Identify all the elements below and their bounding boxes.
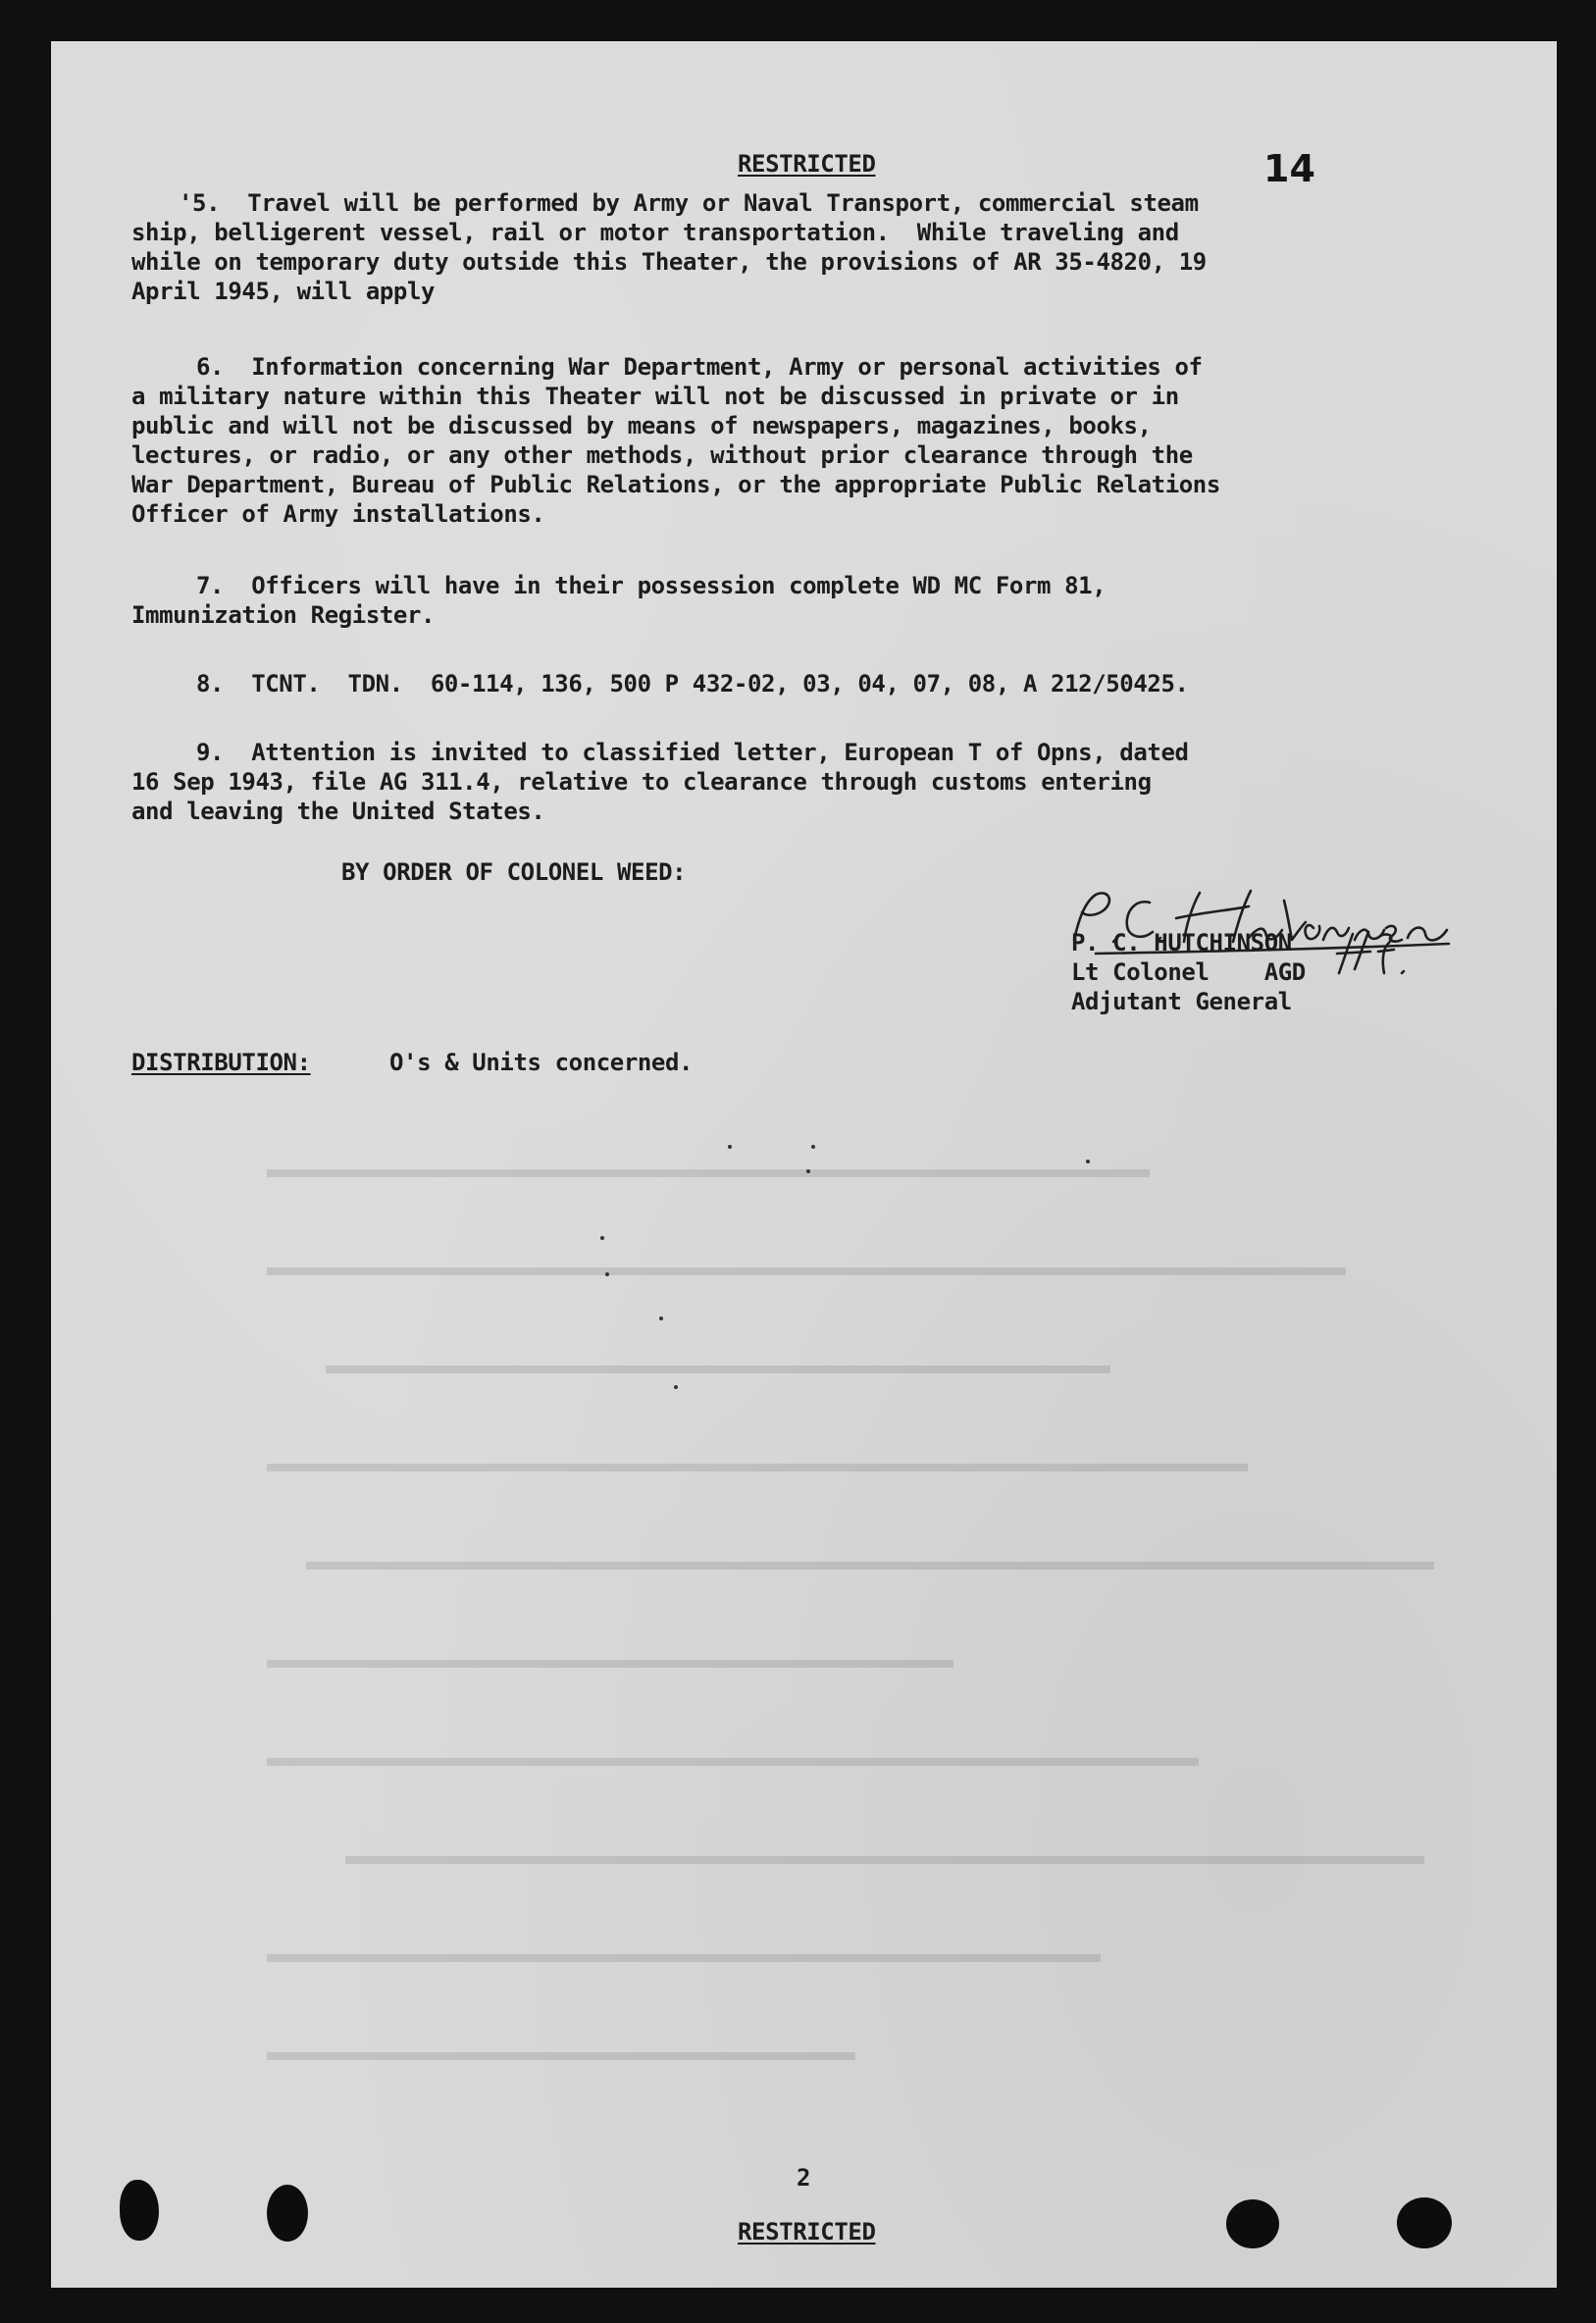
paragraph-line: 8. TCNT. TDN. 60-114, 136, 500 P 432-02, 03, 04, 07, 08, A 212/50425. <box>196 670 1189 697</box>
paragraph-line: 7. Officers will have in their possession complete WD MC Form 81, <box>196 572 1107 599</box>
speck <box>674 1385 678 1389</box>
speck <box>728 1145 732 1149</box>
speck <box>600 1236 604 1240</box>
paragraph-line: Officer of Army installations. <box>131 500 545 528</box>
speck <box>811 1145 815 1149</box>
page-number: 14 <box>1263 147 1315 190</box>
distribution-value: O's & Units concerned. <box>389 1049 694 1076</box>
paragraph-line: while on temporary duty outside this Theater, the provisions of AR 35-4820, 19 <box>131 248 1207 276</box>
paragraph-line: public and will not be discussed by means of newspapers, magazines, books, <box>131 412 1152 439</box>
sheet-number: 2 <box>797 2164 811 2192</box>
speck <box>1086 1160 1090 1163</box>
paragraph-line: and leaving the United States. <box>131 798 545 825</box>
signer-name: P. C. HUTCHINSON <box>1071 929 1292 956</box>
paragraph-line: 6. Information concerning War Department, Army or personal activities of <box>196 353 1203 381</box>
paragraph-line: Immunization Register. <box>131 601 436 629</box>
paragraph-line: lectures, or radio, or any other methods, without prior clearance through the <box>131 441 1193 469</box>
speck <box>659 1316 663 1320</box>
bleed-through-texture <box>267 1150 1493 2131</box>
distribution-label: DISTRIBUTION: <box>131 1049 311 1076</box>
punch-hole <box>1226 2199 1279 2248</box>
paragraph-line: 9. Attention is invited to classified letter, European T of Opns, dated <box>196 739 1189 766</box>
paragraph-line: a military nature within this Theater will not be discussed in private or in <box>131 383 1179 410</box>
punch-hole <box>120 2180 159 2241</box>
paragraph-line: April 1945, will apply <box>131 278 436 305</box>
speck <box>605 1272 609 1276</box>
speck <box>806 1169 810 1173</box>
footer-classification: RESTRICTED <box>738 2218 876 2246</box>
signer-rank: Lt Colonel AGD <box>1071 958 1306 986</box>
punch-hole <box>1397 2197 1452 2248</box>
header-classification: RESTRICTED <box>738 150 876 178</box>
paragraph-line: '5. Travel will be performed by Army or Naval Transport, commercial steam <box>179 189 1199 217</box>
order-line: BY ORDER OF COLONEL WEED: <box>341 858 687 886</box>
handwritten-initials <box>1331 924 1410 983</box>
paragraph-line: War Department, Bureau of Public Relations, or the appropriate Public Relations <box>131 471 1220 498</box>
punch-hole <box>267 2185 308 2242</box>
paragraph-line: ship, belligerent vessel, rail or motor transportation. While traveling and <box>131 219 1179 246</box>
paragraph-line: 16 Sep 1943, file AG 311.4, relative to clearance through customs entering <box>131 768 1152 796</box>
document-page <box>51 41 1557 2288</box>
signer-title: Adjutant General <box>1071 988 1292 1015</box>
